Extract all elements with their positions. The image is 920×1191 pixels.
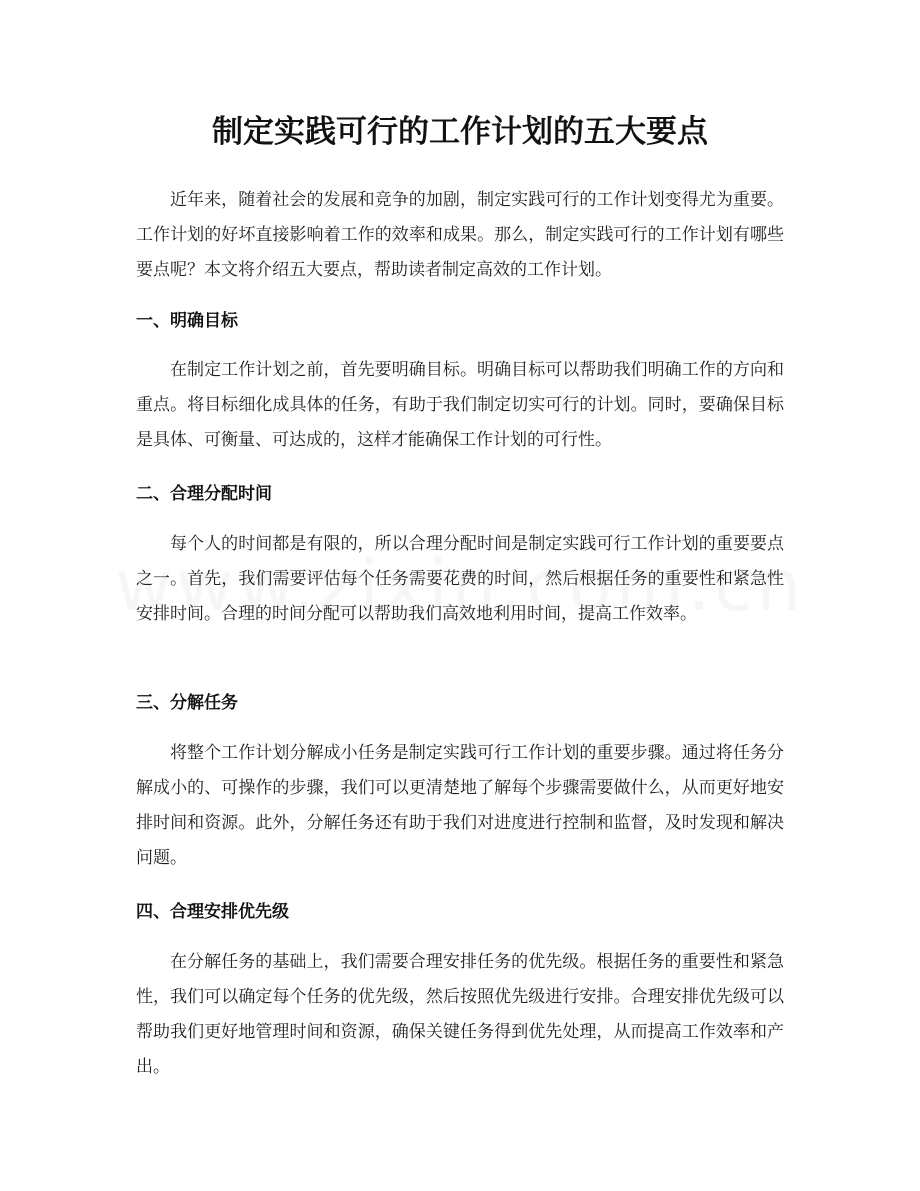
section-heading-2: 二、合理分配时间 [136, 484, 272, 504]
section-heading-4: 四、合理安排优先级 [136, 902, 289, 922]
section-body-3: 将整个工作计划分解成小任务是制定实践可行工作计划的重要步骤。通过将任务分解成小的、可操作的步骤，我们可以更清楚地了解每个步骤需要做什么，从而更好地安排时间和资源。此外，分解任务还有助于我们对进度进行控制和监督，及时发现和解决问题。 [136, 743, 784, 868]
section-heading-1: 一、明确目标 [136, 311, 238, 331]
section-body-2: 每个人的时间都是有限的，所以合理分配时间是制定实践可行工作计划的重要要点之一。首先，我们需要评估每个任务需要花费的时间，然后根据任务的重要性和紧急性安排时间。合理的时间分配可以帮助我们高效地利用时间，提高工作效率。 [136, 534, 784, 624]
section-body-4: 在分解任务的基础上，我们需要合理安排任务的优先级。根据任务的重要性和紧急性，我们可以确定每个任务的优先级，然后按照优先级进行安排。合理安排优先级可以帮助我们更好地管理时间和资源，确保关键任务得到优先处理，从而提高工作效率和产出。 [136, 952, 784, 1077]
intro-paragraph: 近年来，随着社会的发展和竞争的加剧，制定实践可行的工作计划变得尤为重要。工作计划的好坏直接影响着工作的效率和成果。那么，制定实践可行的工作计划有哪些要点呢？本文将介绍五大要点，帮助读者制定高效的工作计划。 [136, 190, 784, 280]
section-heading-3: 三、分解任务 [136, 693, 238, 713]
document-title: 制定实践可行的工作计划的五大要点 [212, 114, 708, 150]
section-body-1: 在制定工作计划之前，首先要明确目标。明确目标可以帮助我们明确工作的方向和重点。将目标细化成具体的任务，有助于我们制定切实可行的计划。同时，要确保目标是具体、可衡量、可达成的，这样才能确保工作计划的可行性。 [136, 360, 784, 450]
